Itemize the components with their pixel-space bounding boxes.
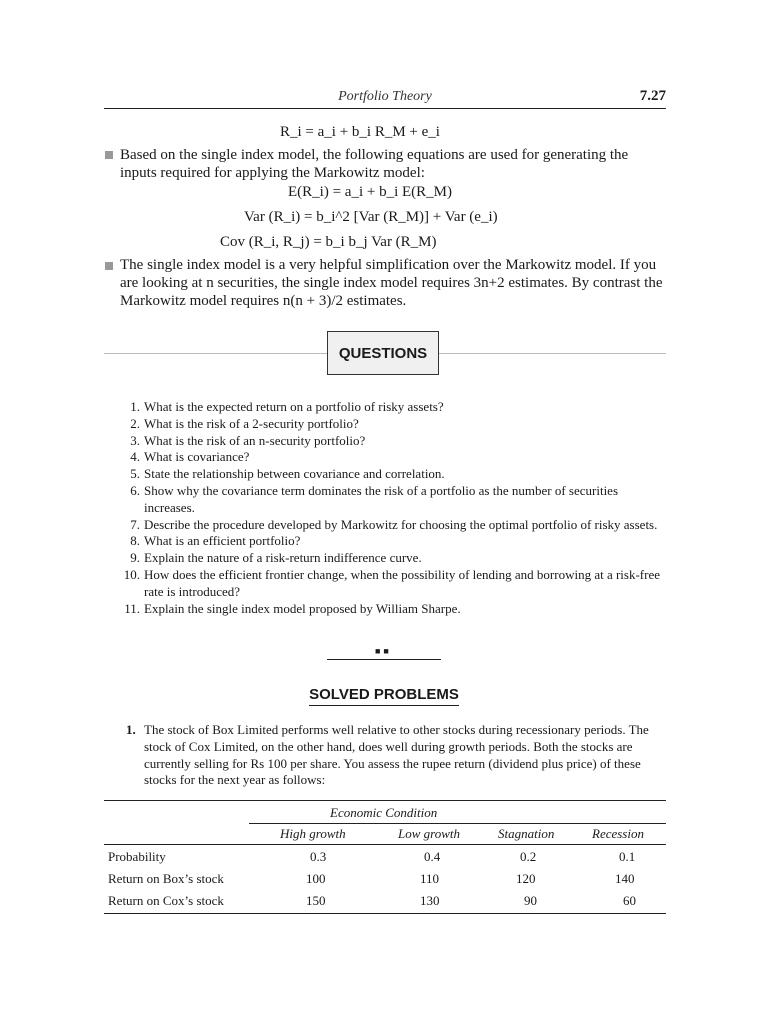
table-group-rule	[249, 823, 666, 824]
problem-text: The stock of Box Limited performs well relative to other stocks during recessionary periods. The stock of Cox Limited, on the other hand, does well during growth periods. Both the stocks are currently selling for Rs 100 per share. You assess the rupee return (dividend plus price) of these stocks for the next year as follows:	[144, 722, 649, 788]
table-top-rule	[104, 800, 666, 801]
bullet-square-icon	[105, 262, 113, 270]
equation-variance: Var (R_i) = b_i^2 [Var (R_M)] + Var (e_i)	[244, 209, 498, 225]
separator-squares-icon: ■■	[375, 646, 392, 656]
table-cell: 0.2	[520, 849, 537, 864]
table-cell: 150	[306, 893, 326, 908]
table-cell: 110	[420, 871, 440, 886]
questions-heading: QUESTIONS	[327, 331, 439, 375]
table-cell: 120	[516, 871, 536, 886]
list-item: 5. State the relationship between covariance and correlation.	[130, 466, 445, 482]
page-header	[104, 88, 666, 109]
table-cell: 100	[306, 871, 326, 886]
table-group-header: Economic Condition	[330, 805, 438, 820]
column-header: Recession	[592, 826, 644, 841]
table-header-rule	[104, 844, 666, 845]
section-divider	[327, 659, 441, 660]
bullet-text-1: Based on the single index model, the following equations are used for generating the inputs required for applying the Markowitz model:	[120, 147, 629, 181]
list-item: 3. What is the risk of an n-security portfolio?	[130, 432, 366, 448]
list-item: 11. Explain the single index model proposed by William Sharpe.	[124, 600, 461, 616]
table-cell: 60	[623, 893, 636, 908]
column-header: Stagnation	[498, 826, 555, 841]
list-item: 1. What is the expected return on a portfolio of risky assets?	[130, 399, 444, 414]
equation-expected-return: E(R_i) = a_i + b_i E(R_M)	[288, 184, 452, 200]
table-cell: 0.3	[310, 849, 327, 864]
running-title: Portfolio Theory	[338, 89, 432, 104]
bullet-square-icon	[105, 151, 113, 159]
list-item: 6. Show why the covariance term dominates the risk of a portfolio as the number of securities increases.	[130, 482, 619, 515]
table-cell: 130	[420, 893, 440, 908]
column-header: Low growth	[398, 826, 461, 841]
list-item: 10. How does the efficient frontier change, when the possibility of lending and borrowing at a risk-free rate is introduced?	[123, 566, 660, 599]
solved-problems-heading: SOLVED PROBLEMS	[0, 686, 768, 703]
table-cell: 0.4	[424, 849, 441, 864]
column-header: High growth	[280, 826, 346, 841]
table-cell: 0.1	[619, 849, 636, 864]
page-number: 7.27	[639, 88, 666, 104]
table-bottom-rule	[104, 913, 666, 914]
list-item: 9. Explain the nature of a risk-return indifference curve.	[130, 550, 422, 566]
list-item: 2. What is the risk of a 2-security portfolio?	[130, 415, 359, 431]
list-item: 8. What is an efficient portfolio?	[130, 533, 301, 549]
table-cell: 140	[615, 871, 635, 886]
row-label: Return on Cox’s stock	[108, 893, 224, 908]
bullet-text-2: The single index model is a very helpful simplification over the Markowitz model. If you are looking at n securities, the single index model requires 3n+2 estimates. By contrast the Markowitz model requires n(n + 3)/2 estimates.	[120, 257, 663, 309]
list-item: 4. What is covariance?	[130, 449, 250, 465]
row-label: Probability	[108, 849, 166, 864]
problem-number: 1.	[126, 722, 136, 737]
equation-ri: R_i = a_i + b_i R_M + e_i	[280, 124, 440, 140]
equation-covariance: Cov (R_i, R_j) = b_i b_j Var (R_M)	[220, 234, 437, 250]
row-label: Return on Box’s stock	[108, 871, 224, 886]
table-cell: 90	[524, 893, 537, 908]
list-item: 7. Describe the procedure developed by Markowitz for choosing the optimal portfolio of risky assets.	[130, 516, 658, 532]
problem-1	[116, 722, 666, 789]
questions-list	[110, 399, 666, 617]
